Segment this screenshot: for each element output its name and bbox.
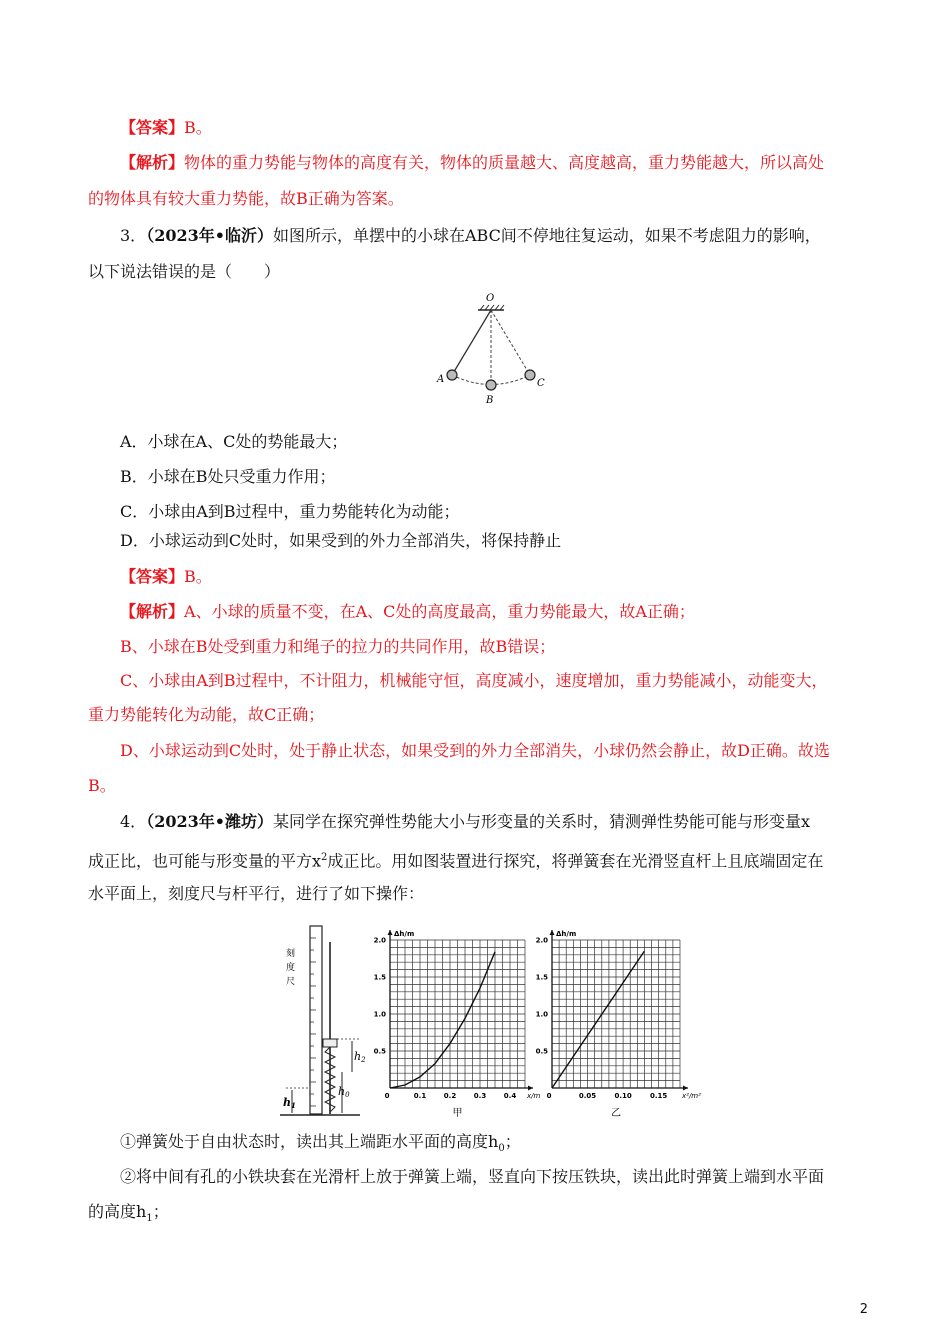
q4-step2-cont-end: ； <box>152 1202 169 1221</box>
y-tick-label: 1.5 <box>535 973 548 982</box>
ball-c <box>525 370 535 380</box>
analysis-text: 物体的重力势能与物体的高度有关，物体的质量越大、高度越高，重力势能越大，所以高处 <box>184 153 825 172</box>
h0-label: h0 <box>338 1085 350 1099</box>
y-axis-label: Δh/m <box>394 930 415 938</box>
q4-stem-line2 <box>88 848 823 871</box>
q4-step2-cont-sub: 1 <box>146 1213 153 1225</box>
answer-text: B。 <box>184 118 212 137</box>
q3-analysis-line1 <box>120 602 695 622</box>
label-b: B <box>486 395 494 406</box>
q4-stem-line3: 水平面上，刻度尺与杆平行，进行了如下操作： <box>88 884 425 903</box>
q4-step2-cont <box>88 1202 169 1229</box>
x-tick-label: 0.15 <box>650 1092 668 1100</box>
y-axis-label: Δh/m <box>556 930 577 938</box>
q4-stem1: 某同学在探究弹性势能大小与形变量的关系时，猜测弹性势能可能与形变量x <box>272 812 810 831</box>
pendulum-string <box>452 310 491 375</box>
x-axis-label: x²/m² <box>682 1092 701 1100</box>
q3-analysis-line3: C、小球由A到B过程中，不计阻力，机械能守恒，高度减小，速度增加，重力势能减小，动能变大， <box>120 671 828 690</box>
y-axis-arrow <box>550 930 555 935</box>
q3-analysis-line2: B、小球在B处受到重力和绳子的拉力的共同作用，故B错误； <box>120 637 556 656</box>
x-tick-label: 0.3 <box>473 1092 487 1100</box>
h1-label: h1 <box>283 1096 296 1110</box>
y-tick-label: 0.5 <box>535 1047 548 1056</box>
y-tick-label: 1.0 <box>535 1010 548 1019</box>
x-tick-label: 0.05 <box>578 1092 597 1100</box>
q3-analysis-line6: B。 <box>88 776 116 795</box>
prev-answer <box>120 118 212 138</box>
analysis-label: 【解析】 <box>120 602 185 621</box>
x-axis-arrow <box>683 1086 688 1091</box>
h2-label: h2 <box>354 1050 366 1064</box>
page-number: 2 <box>859 1302 868 1317</box>
q3-stem-line1 <box>120 226 821 246</box>
ball-b <box>486 380 496 390</box>
analysis-text: A、小球的质量不变，在A、C处的高度最高，重力势能最大，故A正确； <box>184 602 695 621</box>
label-a: A <box>437 374 445 385</box>
q4-step1-sub: 0 <box>498 1143 505 1155</box>
q4-step1-text: ①弹簧处于自由状态时，读出其上端距水平面的高度h <box>120 1132 499 1151</box>
chart-caption: 乙 <box>611 1108 621 1119</box>
x-tick-label: 0 <box>546 1092 552 1100</box>
analysis-label: 【解析】 <box>120 153 185 172</box>
string-c <box>491 310 530 375</box>
y-tick-label: 2.0 <box>535 936 548 945</box>
q3-option-a: A．小球在A、C处的势能最大； <box>120 432 348 451</box>
gridlines <box>390 940 525 1088</box>
answer-label: 【答案】 <box>120 567 185 586</box>
q4-stem2-sup: 2 <box>321 852 328 863</box>
chart-yi <box>530 928 701 1128</box>
gridlines <box>552 940 680 1088</box>
spring-apparatus-figure <box>280 922 370 1127</box>
ruler-label-3: 尺 <box>286 977 296 987</box>
q4-step2: ②将中间有孔的小铁块套在光滑杆上放于弹簧上端，竖直向下按压铁块，读出此时弹簧上端到水平面 <box>120 1167 825 1186</box>
q3-analysis-line4: 重力势能转化为动能，故C正确； <box>88 705 325 724</box>
chart-caption: 甲 <box>452 1108 463 1119</box>
y-tick-label: 1.0 <box>373 1010 386 1019</box>
q4-stem2a: 成正比，也可能与形变量的平方x <box>88 851 322 871</box>
q3-number: 3． <box>120 226 147 245</box>
q3-stem-line2: 以下说法错误的是（ ） <box>88 262 281 281</box>
prev-analysis-line1 <box>120 153 824 173</box>
y-tick-label: 1.5 <box>373 973 386 982</box>
x-tick-label: 0.4 <box>503 1092 517 1100</box>
q3-option-d: D．小球运动到C处时，如果受到的外力全部消失，将保持静止 <box>120 531 562 550</box>
x-axis-label: x/m <box>527 1092 541 1100</box>
x-tick-label: 0 <box>384 1092 390 1100</box>
prev-analysis-line2: 的物体具有较大重力势能，故B正确为答案。 <box>88 189 404 208</box>
q4-stem2b: 成正比。用如图装置进行探究，将弹簧套在光滑竖直杆上且底端固定在 <box>327 851 824 871</box>
y-tick-label: 2.0 <box>373 936 386 945</box>
ruler <box>310 926 322 1114</box>
q3-option-c: C．小球由A到B过程中，重力势能转化为动能； <box>120 502 460 521</box>
answer-text: B。 <box>184 567 212 586</box>
q4-source: （2023年•潍坊） <box>146 812 273 831</box>
q3-stem1: 如图所示，单摆中的小球在ABC间不停地往复运动，如果不考虑阻力的影响， <box>272 226 821 245</box>
x-tick-label: 0.2 <box>443 1092 457 1100</box>
answer-label: 【答案】 <box>120 118 185 137</box>
x-tick-label: 0.1 <box>413 1092 427 1100</box>
q3-analysis-line5: D、小球运动到C处时，处于静止状态，如果受到的外力全部消失，小球仍然会静止，故D正确。故选 <box>120 741 830 760</box>
label-o: O <box>486 293 495 304</box>
q4-number: 4． <box>120 812 147 831</box>
q4-step1 <box>120 1132 521 1159</box>
ball-a <box>447 370 457 380</box>
q4-step2-cont-text: 的高度h <box>88 1202 147 1221</box>
q4-step1-end: ； <box>504 1132 521 1151</box>
iron-block <box>323 1039 337 1047</box>
chart-jia <box>370 928 541 1128</box>
ruler-label-1: 刻 <box>286 949 296 959</box>
q3-answer <box>120 567 212 587</box>
ruler-label-2: 度 <box>286 963 296 973</box>
pendulum-figure <box>430 290 550 405</box>
y-axis-arrow <box>388 930 393 935</box>
q4-stem-line1 <box>120 812 810 832</box>
q3-source: （2023年•临沂） <box>146 226 273 245</box>
x-tick-label: 0.10 <box>614 1092 632 1100</box>
label-c: C <box>537 378 545 389</box>
y-tick-label: 0.5 <box>373 1047 386 1056</box>
q3-option-b: B．小球在B处只受重力作用； <box>120 467 336 486</box>
